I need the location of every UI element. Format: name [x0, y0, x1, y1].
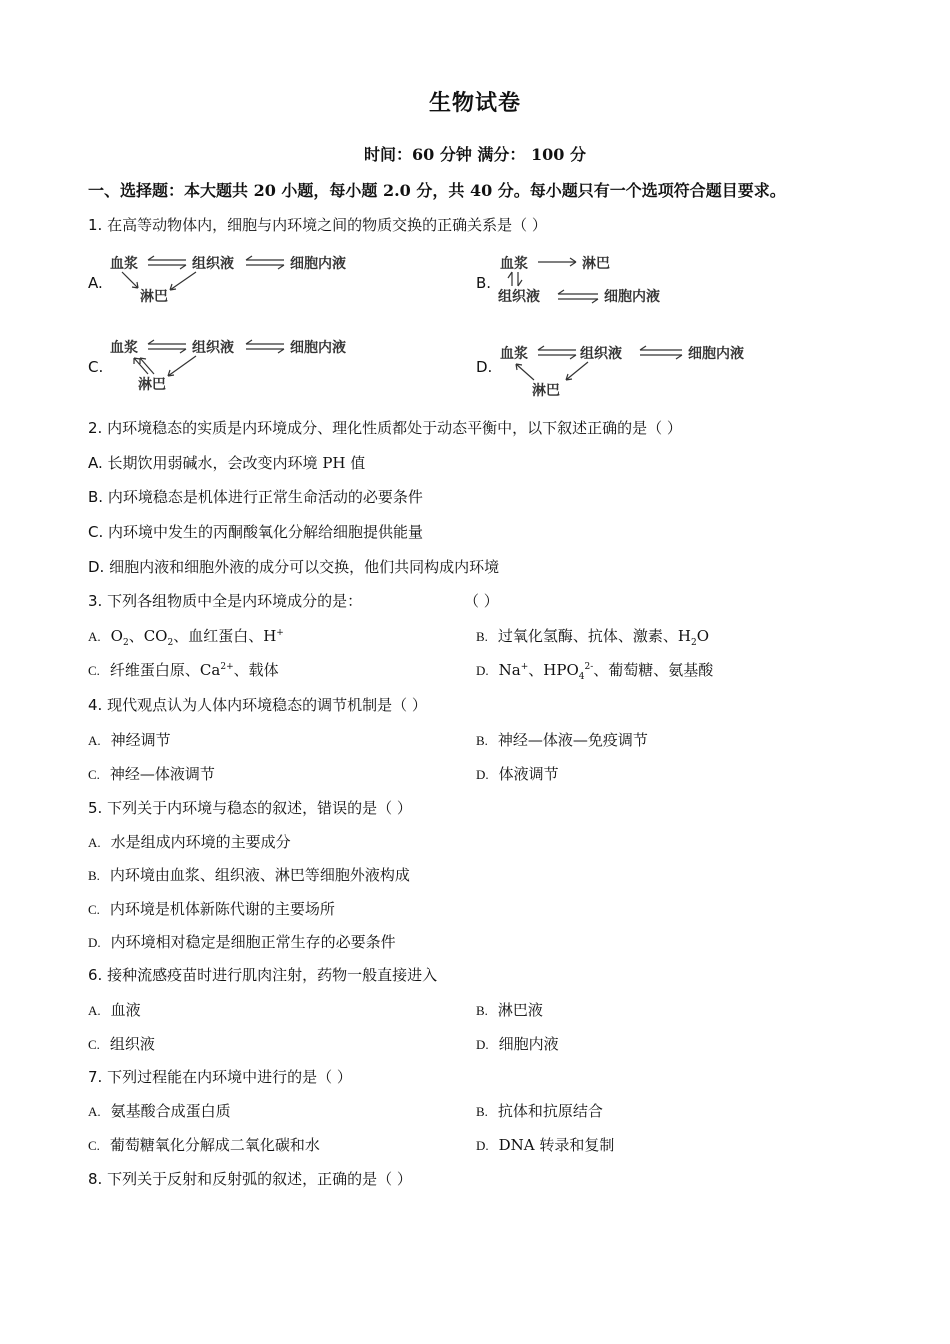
option-text: 内环境相对稳定是细胞正常生存的必要条件: [110, 933, 396, 951]
exam-info: 时间：60 分钟 满分： 100 分: [364, 145, 586, 164]
option-text: 血液: [110, 1001, 141, 1019]
option-letter: B.: [88, 868, 100, 883]
option-text: 纤维蛋白原、Ca: [109, 661, 221, 679]
label-lymph: 淋巴: [140, 289, 168, 305]
label-lymph: 淋巴: [532, 383, 560, 399]
page-title: 生物试卷: [428, 90, 521, 116]
question-text: 接种流感疫苗时进行肌肉注射，药物一般直接进入: [107, 966, 438, 984]
option-letter: D.: [476, 663, 489, 678]
answer-paren: （ ）: [464, 592, 499, 610]
option-b[interactable]: [476, 999, 543, 1020]
label-plasma: 血浆: [500, 256, 528, 272]
option-d[interactable]: [88, 556, 499, 577]
option-letter[interactable]: B.: [476, 274, 492, 292]
option-a[interactable]: A. $O_2$、$CO_2$、血红蛋白、H+: [88, 627, 284, 648]
option-letter: A.: [88, 454, 103, 472]
label-plasma: 血浆: [110, 340, 138, 356]
question-text: 现代观点认为人体内环境稳态的调节机制是（ ）: [107, 696, 427, 714]
option-text: 淋巴液: [497, 1001, 543, 1019]
option-letter[interactable]: D.: [476, 358, 493, 376]
option-letter: B.: [476, 629, 488, 644]
option-c[interactable]: [88, 898, 335, 919]
question-2: [88, 417, 682, 438]
option-text: 内环境由血浆、组织液、淋巴等细胞外液构成: [109, 866, 410, 884]
option-text: 组织液: [109, 1035, 155, 1053]
option-letter: C.: [88, 523, 104, 541]
option-text: 、葡萄糖、氨基酸: [593, 661, 714, 679]
option-d[interactable]: [476, 1033, 559, 1054]
label-tissue: 组织液: [580, 346, 622, 362]
option-letter: A.: [88, 835, 101, 850]
question-number: 4.: [88, 696, 103, 714]
diagram-d: [492, 338, 772, 402]
option-text: 氨基酸合成蛋白质: [110, 1102, 231, 1120]
option-letter: C.: [88, 767, 100, 782]
question-6: [88, 964, 437, 985]
option-c[interactable]: [88, 1134, 320, 1155]
option-a[interactable]: [88, 1100, 231, 1121]
question-text: 下列关于内环境与稳态的叙述，错误的是（ ）: [107, 799, 412, 817]
label-tissue: 组织液: [192, 256, 234, 272]
option-d[interactable]: [476, 1134, 614, 1155]
diagram-a: [104, 248, 374, 310]
option-text: 神经—体液调节: [109, 765, 215, 783]
option-letter: C.: [88, 902, 100, 917]
question-7: [88, 1066, 352, 1087]
option-c[interactable]: C. 纤维蛋白原、$Ca^{2+}$、载体: [88, 661, 279, 679]
option-text: 内环境中发生的丙酮酸氧化分解给细胞提供能量: [108, 523, 424, 541]
question-text: 下列各组物质中全是内环境成分的是：: [107, 592, 363, 610]
option-letter[interactable]: A.: [88, 274, 103, 292]
option-letter: A.: [88, 1003, 101, 1018]
option-b[interactable]: [88, 864, 410, 885]
question-number: 6.: [88, 966, 103, 984]
option-c[interactable]: [88, 763, 215, 784]
question-number: 3.: [88, 592, 103, 610]
option-b[interactable]: B. 过氧化氢酶、抗体、激素、$H_2O$: [476, 627, 710, 648]
question-number: 8.: [88, 1170, 103, 1188]
question-text: 在高等动物体内，细胞与内环境之间的物质交换的正确关系是（ ）: [107, 216, 547, 234]
option-text: 神经—体液—免疫调节: [497, 731, 648, 749]
option-a[interactable]: [88, 452, 365, 473]
label-cell: 细胞内液: [290, 256, 346, 272]
option-letter: B.: [476, 733, 488, 748]
option-a[interactable]: [88, 729, 171, 750]
question-1: [88, 214, 547, 235]
question-5: [88, 797, 412, 818]
option-text: 神经调节: [110, 731, 171, 749]
option-a[interactable]: [88, 831, 291, 852]
option-letter: D.: [88, 558, 105, 576]
question-number: 1.: [88, 216, 103, 234]
option-text-tail: 、载体: [233, 661, 279, 679]
label-plasma: 血浆: [110, 256, 138, 272]
label-lymph: 淋巴: [138, 377, 166, 393]
diagram-b: [492, 248, 772, 310]
diagram-c: [104, 332, 374, 396]
question-text: 内环境稳态的实质是内环境成分、理化性质都处于动态平衡中，以下叙述正确的是（ ）: [107, 419, 682, 437]
label-cell: 细胞内液: [688, 346, 744, 362]
option-c[interactable]: [88, 1033, 155, 1054]
option-letter[interactable]: C.: [88, 358, 104, 376]
option-b[interactable]: [476, 1100, 603, 1121]
option-text: 长期饮用弱碱水，会改变内环境 PH 值: [107, 454, 366, 472]
option-text: 过氧化氢酶、抗体、激素、H: [497, 627, 692, 645]
option-text: 内环境稳态是机体进行正常生命活动的必要条件: [107, 488, 423, 506]
option-d[interactable]: D. Na+、$HPO_4^{2-}$、葡萄糖、氨基酸: [476, 661, 714, 682]
option-letter: A.: [88, 1104, 101, 1119]
label-lymph: 淋巴: [582, 256, 610, 272]
option-d[interactable]: [88, 931, 396, 952]
option-letter: A.: [88, 733, 101, 748]
question-3: [88, 590, 362, 611]
option-c[interactable]: [88, 521, 423, 542]
option-letter: D.: [476, 1138, 489, 1153]
option-text: 抗体和抗原结合: [497, 1102, 603, 1120]
option-letter: B.: [476, 1104, 488, 1119]
option-b[interactable]: [88, 486, 423, 507]
option-b[interactable]: [476, 729, 648, 750]
option-text: 体液调节: [498, 765, 559, 783]
question-text: 下列关于反射和反射弧的叙述，正确的是（ ）: [107, 1170, 412, 1188]
option-d[interactable]: [476, 763, 559, 784]
option-letter: D.: [88, 935, 101, 950]
option-letter: C.: [88, 663, 100, 678]
label-tissue: 组织液: [498, 289, 540, 305]
option-text: 葡萄糖氧化分解成二氧化碳和水: [109, 1136, 320, 1154]
option-text: 细胞内液: [498, 1035, 559, 1053]
option-letter: C.: [88, 1037, 100, 1052]
option-letter: D.: [476, 1037, 489, 1052]
option-text: 水是组成内环境的主要成分: [110, 833, 291, 851]
question-4: [88, 694, 427, 715]
question-number: 5.: [88, 799, 103, 817]
question-text: 下列过程能在内环境中进行的是（ ）: [107, 1068, 352, 1086]
label-cell: 细胞内液: [604, 289, 660, 305]
option-text: 细胞内液和细胞外液的成分可以交换，他们共同构成内环境: [109, 558, 500, 576]
question-number: 7.: [88, 1068, 103, 1086]
option-text: 内环境是机体新陈代谢的主要场所: [109, 900, 335, 918]
option-letter: A.: [88, 629, 101, 644]
option-a[interactable]: [88, 999, 141, 1020]
option-letter: C.: [88, 1138, 100, 1153]
option-letter: D.: [476, 767, 489, 782]
option-text: 、血红蛋白、H: [173, 627, 277, 645]
option-text: DNA 转录和复制: [498, 1136, 615, 1154]
label-cell: 细胞内液: [290, 340, 346, 356]
section-heading: 一、选择题：本大题共 20 小题，每小题 2.0 分，共 40 分。每小题只有一个选项符合题目要求。: [88, 181, 786, 200]
label-tissue: 组织液: [192, 340, 234, 356]
option-letter: B.: [476, 1003, 488, 1018]
question-8: [88, 1168, 412, 1189]
option-letter: B.: [88, 488, 104, 506]
question-number: 2.: [88, 419, 103, 437]
label-plasma: 血浆: [500, 346, 528, 362]
